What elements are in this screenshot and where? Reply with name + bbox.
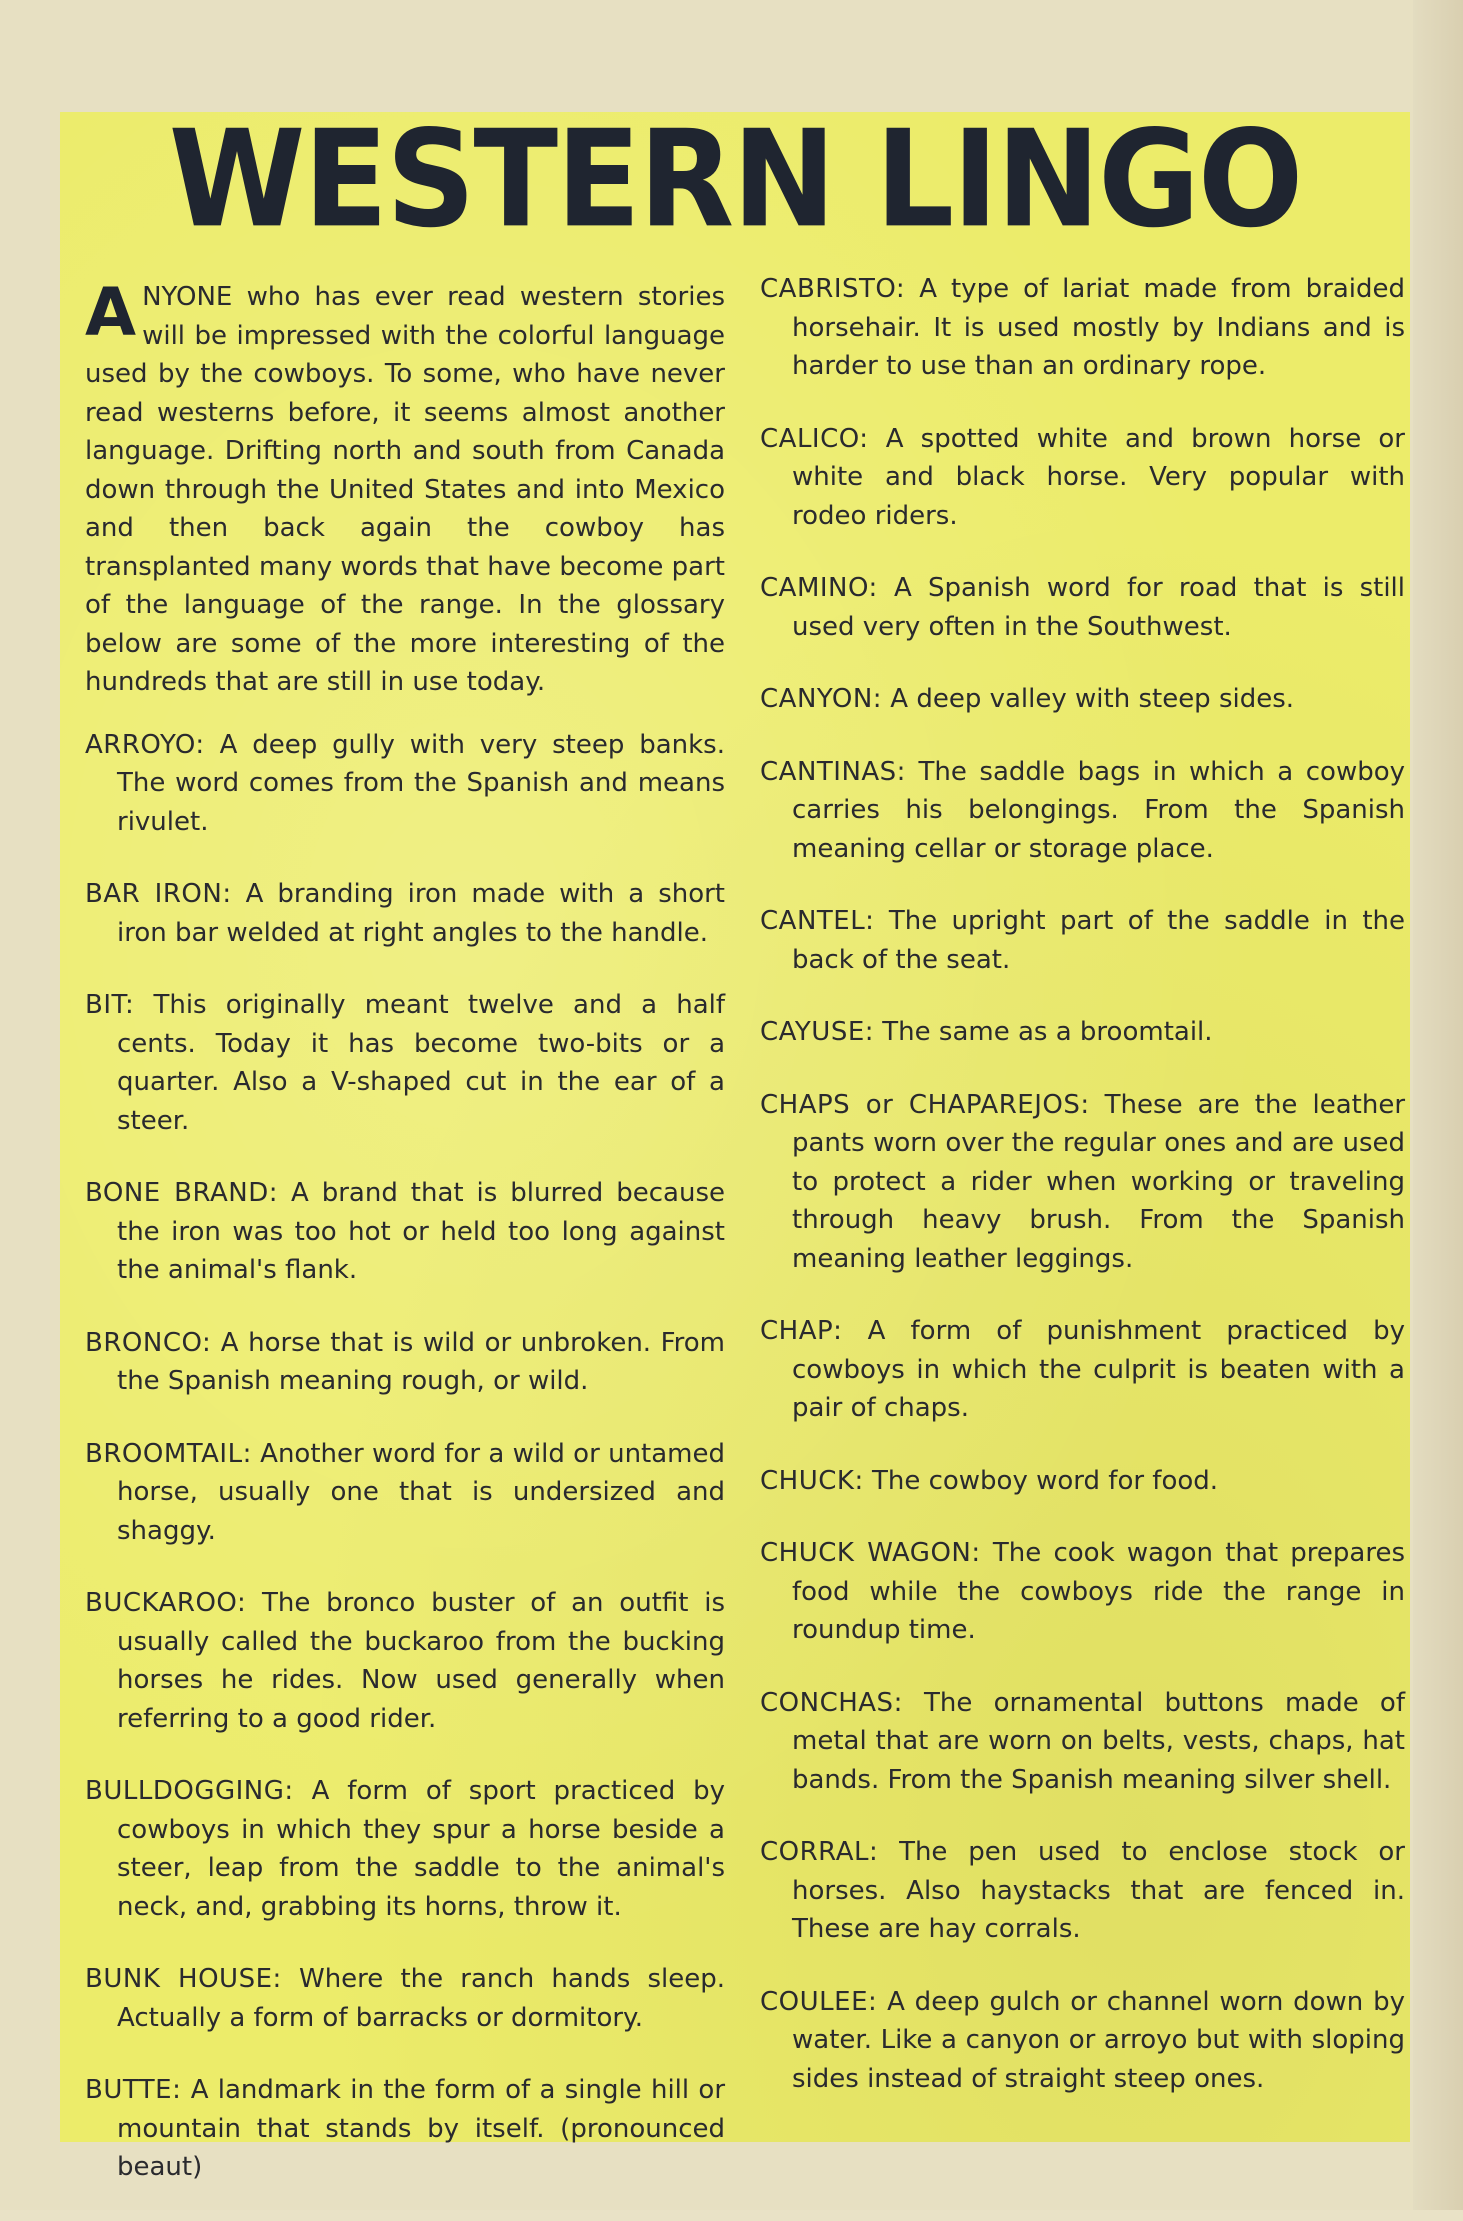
glossary-entry [760,270,1405,386]
drop-cap: A [85,274,137,351]
glossary-entry [760,569,1405,646]
entry-definition: Where the ranch hands sleep. Actually a form of barracks or dormitory. [117,1964,726,2033]
entry-term: BAR IRON: [85,879,232,909]
glossary-entry [760,1312,1405,1428]
entry-term: CHAPS or CHAPAREJOS: [760,1089,1090,1120]
entry-term: BRONCO: [85,1327,212,1358]
entry-definition: A spotted white and brown horse or white and black horse. Very popular with rodeo riders. [792,423,1405,531]
entry-term: COULEE: [760,1986,878,2017]
glossary-entry [760,1013,1405,1052]
glossary-entry [760,420,1405,536]
entry-term: BONE BRAND: [85,1178,279,1208]
entry-term: CANTEL: [760,906,875,936]
title-block [60,102,1410,268]
entry-definition: A Spanish word for road that is still used very often in the Southwest. [792,573,1406,642]
entry-definition: The cowboy word for food. [871,1465,1219,1496]
entry-definition: A form of punishment practiced by cowboys in which the culprit is beaten with a pair of chaps. [792,1316,1406,1423]
entry-definition: A horse that is wild or unbroken. From the Spanish meaning rough, or wild. [117,1327,725,1396]
entry-term: CALICO: [760,423,869,454]
glossary-entry [85,875,725,952]
entry-definition: A landmark in the form of a single hill or mountain that stands by itself. (pronounced beaut) [117,2075,726,2182]
glossary-entry [760,1833,1405,1949]
entry-term: CONCHAS: [760,1687,903,1718]
entry-term: ARROYO: [85,729,205,760]
glossary-entry [760,1534,1405,1650]
entry-definition: The bronco buster of an outfit is usually called the buckaroo from the bucking horses he rides. Now used generally when referring to a good rider. [117,1588,725,1734]
entry-definition: The same as a broomtail. [882,1017,1213,1047]
entry-definition: A branding iron made with a short iron bar welded at right angles to the handle. [117,879,726,948]
left-glossary [85,726,725,2187]
entry-term: CORRAL: [760,1837,879,1867]
glossary-entry [85,1174,725,1290]
entry-definition: A form of sport practiced by cowboys in which they spur a horse beside a steer, leap from the saddle to the animal's neck, and, grabbing its horns, throw it. [117,1776,726,1922]
entry-term: CAYUSE: [760,1017,875,1047]
intro-text: NYONE who has ever read western stories will be impressed with the colorful language used by the cowboys. To some, who have never read westerns before, it seems almost another language. Drifting north and south from Canada down through the United States and into Mexico and then back again the cowboy has transplanted many words that have become part of the language of the range. In the glossary below are some of the more interesting of the hundreds that are still in use today. [85,282,725,697]
glossary-entry [85,2071,725,2187]
entry-definition: A brand that is blurred because the iron was too hot or held too long against the animal's flank. [117,1178,726,1285]
entry-term: CANYON: [760,684,883,714]
entry-definition: A deep valley with steep sides. [890,684,1295,714]
entry-term: BROOMTAIL: [85,1438,252,1469]
entry-term: BULLDOGGING: [85,1776,294,1806]
entry-term: CHAP: [760,1316,843,1346]
entry-term: BUTTE: [85,2075,182,2105]
entry-term: BIT: [85,990,135,1020]
intro-paragraph [85,274,725,702]
entry-definition: The ornamental buttons made of metal that are worn on belts, vests, chaps, hat bands. From the Spanish meaning silver shell. [792,1687,1405,1795]
glossary-entry [760,1462,1405,1501]
glossary-entry [85,1435,725,1551]
glossary-entry [85,1324,725,1401]
glossary-entry [85,1584,725,1738]
glossary-entry [760,1983,1405,2099]
page-title: WESTERN LINGO [168,102,1302,258]
glossary-entry [760,680,1405,719]
entry-definition: The cook wagon that prepares food while the cowboys ride the range in roundup time. [792,1538,1405,1645]
right-column [760,270,1405,2132]
entry-term: BUNK HOUSE: [85,1964,282,1994]
entry-term: BUCKAROO: [85,1588,247,1618]
glossary-entry [85,986,725,1140]
glossary-entry [85,1772,725,1926]
left-column [85,274,726,2221]
entry-definition: These are the leather pants worn over the regular ones and are used to protect a rider when working or traveling through heavy brush. From the Spanish meaning leather leggings. [792,1089,1406,1274]
page-edge [1413,0,1463,2210]
glossary-entry [760,1684,1405,1800]
entry-definition: Another word for a wild or untamed horse, usually one that is undersized and shaggy. [117,1438,726,1546]
entry-definition: The upright part of the saddle in the back of the seat. [792,906,1405,975]
glossary-entry [85,726,725,842]
entry-definition: This originally meant twelve and a half cents. Today it has become two-bits or a quarter. Also a V-shaped cut in the ear of a steer. [117,990,726,1136]
entry-definition: A type of lariat made from braided horsehair. It is used mostly by Indians and is harder to use than an ordinary rope. [792,274,1405,381]
entry-definition: The saddle bags in which a cowboy carries his belongings. From the Spanish meaning cellar or storage place. [792,756,1406,864]
entry-definition: The pen used to enclose stock or horses. Also haystacks that are fenced in. These are hay corrals. [792,1837,1405,1944]
glossary-entry [760,902,1405,979]
entry-definition: A deep gully with very steep banks. The word comes from the Spanish and means rivulet. [117,729,725,837]
entry-term: CHUCK: [760,1465,864,1496]
entry-term: CAMINO: [760,573,878,603]
glossary-entry [760,753,1405,869]
entry-term: CHUCK WAGON: [760,1538,981,1568]
entry-term: CABRISTO: [760,274,906,304]
glossary-entry [85,1960,725,2037]
entry-term: CANTINAS: [760,756,906,787]
glossary-entry [760,1086,1405,1279]
entry-definition: A deep gulch or channel worn down by water. Like a canyon or arroyo but with sloping sides instead of straight steep ones. [792,1986,1405,2094]
